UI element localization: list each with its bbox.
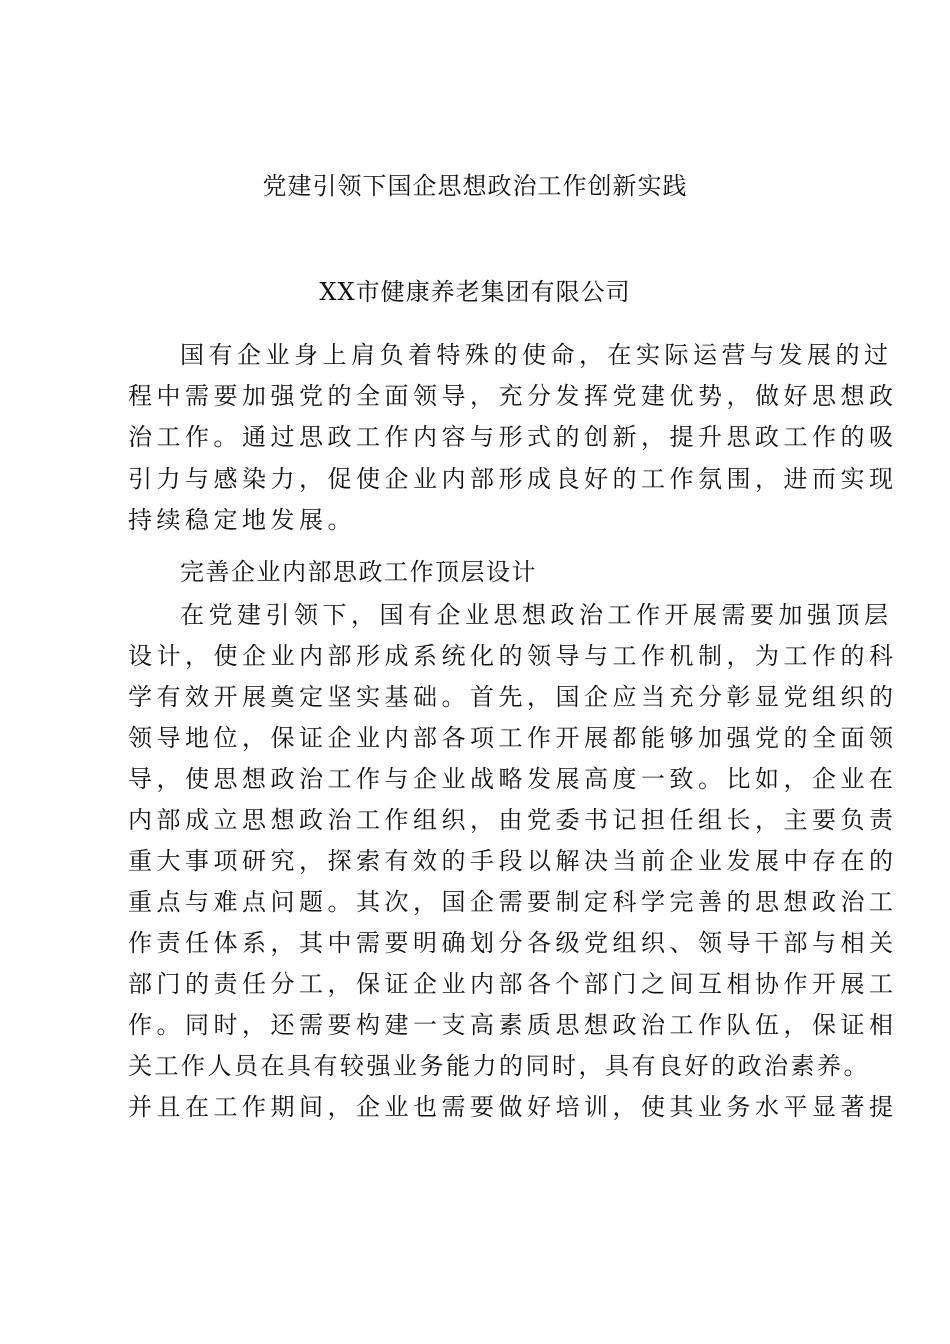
paragraph-line: 重点与难点问题。其次，国企需要制定科学完善的思想政治工 — [128, 888, 898, 916]
paragraph-line: 作。同时，还需要构建一支高素质思想政治工作队伍，保证相 — [128, 1011, 898, 1039]
organization-name: XX市健康养老集团有限公司 — [319, 278, 631, 306]
paragraph-line: 关工作人员在具有较强业务能力的同时，具有良好的政治素养。 — [128, 1052, 870, 1080]
paragraph-line: 领导地位，保证企业内部各项工作开展都能够加强党的全面领 — [128, 724, 898, 752]
document-title: 党建引领下国企思想政治工作创新实践 — [262, 172, 688, 200]
paragraph-line: 部门的责任分工，保证企业内部各个部门之间互相协作开展工 — [128, 970, 898, 998]
paragraph-line: 作责任体系，其中需要明确划分各级党组织、领导干部与相关 — [128, 929, 898, 957]
paragraph-line: 国有企业身上肩负着特殊的使命，在实际运营与发展的过 — [180, 341, 893, 369]
paragraph-line: 引力与感染力，促使企业内部形成良好的工作氛围，进而实现 — [128, 465, 898, 493]
paragraph-line: 设计，使企业内部形成系统化的领导与工作机制，为工作的科 — [128, 642, 898, 670]
paragraph-line: 在党建引领下，国有企业思想政治工作开展需要加强顶层 — [180, 601, 893, 629]
paragraph-line: 重大事项研究，探索有效的手段以解决当前企业发展中存在的 — [128, 847, 898, 875]
section-heading: 完善企业内部思政工作顶层设计 — [180, 558, 537, 586]
paragraph-line: 导，使思想政治工作与企业战略发展高度一致。比如，企业在 — [128, 765, 898, 793]
paragraph-line: 内部成立思想政治工作组织，由党委书记担任组长，主要负责 — [128, 806, 898, 834]
paragraph-line: 并且在工作期间，企业也需要做好培训，使其业务水平显著提 — [128, 1093, 898, 1121]
paragraph-line: 治工作。通过思政工作内容与形式的创新，提升思政工作的吸 — [128, 423, 898, 451]
paragraph-line: 程中需要加强党的全面领导，充分发挥党建优势，做好思想政 — [128, 382, 898, 410]
paragraph-line: 持续稳定地发展。 — [128, 506, 356, 534]
paragraph-line: 学有效开展奠定坚实基础。首先，国企应当充分彰显党组织的 — [128, 683, 898, 711]
